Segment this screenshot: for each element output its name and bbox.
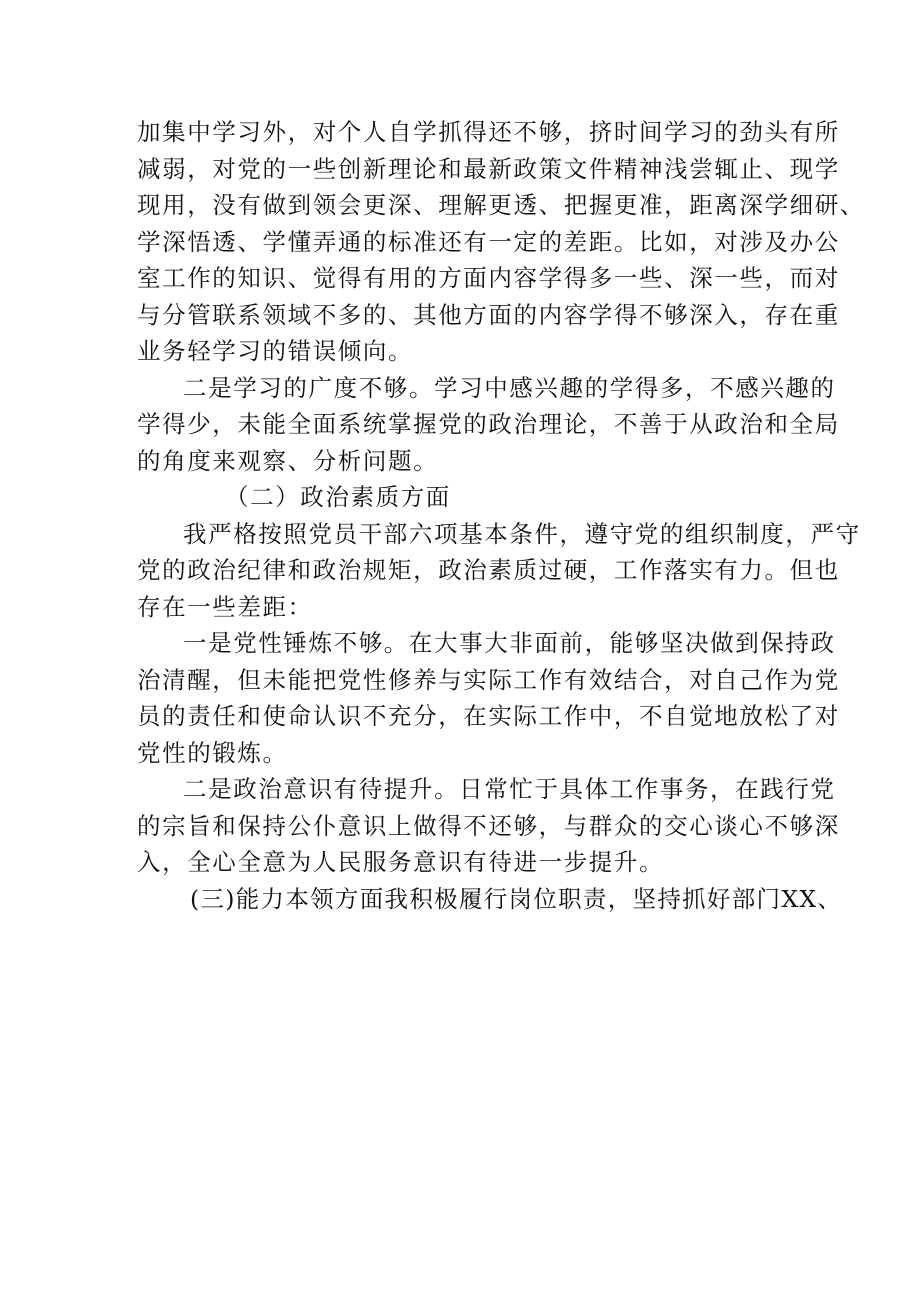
paragraph-line: 入，全心全意为人民服务意识有待进一步提升。 — [137, 848, 665, 876]
paragraph-line: 业务轻学习的错误倾向。 — [137, 337, 414, 365]
paragraph-line: 治清醒，但未能把党性修养与实际工作有效结合，对自己作为党 — [137, 665, 840, 694]
paragraph-line: 学得少，未能全面系统掌握党的政治理论，不善于从政治和全局 — [137, 410, 840, 438]
paragraph-line: 减弱，对党的一些创新理论和最新政策文件精神浅尝辄止、现学 — [137, 154, 840, 183]
paragraph-line: 的角度来观察、分析问题。 — [137, 446, 439, 475]
section-heading: (三)能力本领方面我积极履行岗位职责，坚持抓好部门XX、 — [190, 884, 843, 913]
paragraph-line: 加集中学习外，对个人自学抓得还不够，挤时间学习的劲头有所 — [137, 118, 840, 146]
paragraph-line: 党性的锻炼。 — [137, 738, 288, 767]
paragraph-line: 学深悟透、学懂弄通的标准还有一定的差距。比如，对涉及办公 — [137, 227, 840, 256]
paragraph-line: 一是党性锤炼不够。在大事大非面前，能够坚决做到保持政 — [183, 629, 836, 657]
paragraph-line: 室工作的知识、觉得有用的方面内容学得多一些、深一些，而对 — [137, 264, 840, 292]
paragraph-line: 二是政治意识有待提升。日常忙于具体工作事务，在践行党 — [183, 775, 836, 803]
paragraph-line: 存在一些差距： — [137, 592, 313, 621]
paragraph-line: 我严格按照党员干部六项基本条件，遵守党的组织制度，严守 — [183, 519, 861, 548]
paragraph-line: 与分管联系领域不多的、其他方面的内容学得不够深入，存在重 — [137, 300, 840, 329]
paragraph-line: 员的责任和使命认识不充分，在实际工作中，不自觉地放松了对 — [137, 702, 840, 730]
section-heading: （二）政治素质方面 — [225, 483, 451, 511]
paragraph-line: 的宗旨和保持公仆意识上做得不还够，与群众的交心谈心不够深 — [137, 811, 840, 840]
paragraph-line: 党的政治纪律和政治规矩，政治素质过硬，工作落实有力。但也 — [137, 556, 840, 584]
document-body — [137, 114, 865, 917]
paragraph-line: 二是学习的广度不够。学习中感兴趣的学得多，不感兴趣的 — [183, 373, 836, 402]
paragraph-line: 现用，没有做到领会更深、理解更透、把握更准，距离深学细研、 — [137, 191, 865, 219]
